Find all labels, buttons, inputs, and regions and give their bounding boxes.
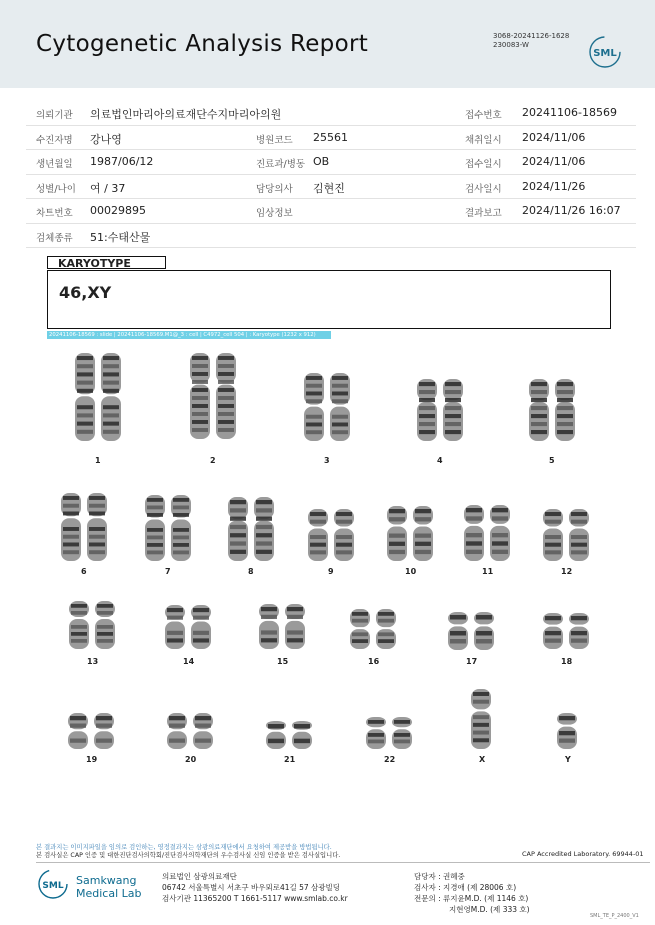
chromosome — [474, 612, 494, 650]
birth-value: 1987/06/12 — [90, 155, 154, 168]
report-code-line2: 230083-W — [493, 41, 529, 49]
chromosome-label-13: 13 — [87, 657, 99, 666]
chromosome-pair-5 — [524, 378, 580, 442]
chromosome — [191, 605, 211, 649]
chromosome-label-12: 12 — [561, 567, 573, 576]
chromosome — [330, 373, 350, 441]
chromosome — [216, 353, 236, 439]
chromosome-pair-6 — [56, 492, 112, 562]
chromosome-label-10: 10 — [405, 567, 417, 576]
clinical-label: 임상정보 — [256, 208, 293, 219]
chromosome — [464, 505, 484, 561]
chromosome — [392, 717, 412, 749]
collection-date-value: 2024/11/06 — [522, 130, 586, 144]
report-label: 결과보고 — [465, 208, 502, 219]
chromosome — [569, 509, 589, 561]
chromosome — [366, 717, 386, 749]
info-row — [26, 175, 636, 200]
info-row — [26, 101, 636, 126]
hospital-code-value: 25561 — [313, 130, 348, 144]
chromosome-label-8: 8 — [248, 567, 254, 576]
footer-divider — [36, 862, 650, 863]
institution-value: 의료법인마리아의료재단수지마리아의원 — [90, 108, 282, 121]
chromosome-pair-2 — [185, 352, 241, 440]
chromosome — [413, 506, 433, 561]
sex-age-label: 성별/나이 — [36, 183, 76, 195]
chromosome-label-14: 14 — [183, 657, 195, 666]
specimen-value: 51:수태산물 — [90, 230, 151, 244]
chromosome-pair-14 — [160, 604, 216, 650]
report-code-line1: 3068-20241126-1628 — [493, 32, 570, 40]
chromosome — [285, 604, 305, 649]
chromosome — [87, 493, 107, 561]
cap-accreditation: CAP Accredited Laboratory. 69944-01 — [522, 850, 644, 858]
chromosome-label-3: 3 — [324, 456, 330, 465]
chromosome — [95, 601, 115, 649]
chromosome — [101, 353, 121, 441]
staff-line: 전문의 : 류지윤M.D. (제 1146 호) — [414, 894, 529, 903]
chromosome — [167, 713, 187, 749]
chromosome — [94, 713, 114, 749]
chromosome-pair-22 — [361, 716, 417, 750]
karyotype-label: KARYOTYPE — [47, 256, 166, 269]
chromosome-pair-7 — [140, 494, 196, 562]
disclaimer-line2: 본 검사실은 CAP 인증 및 대한진단검사의학회/진단검사의학재단의 우수검사실 신임 인증을 받은 검사실입니다. — [36, 852, 341, 859]
chromosome — [471, 689, 491, 749]
chromosome-pair-20 — [162, 712, 218, 750]
report-title: Cytogenetic Analysis Report — [36, 31, 369, 57]
chromosome — [304, 373, 324, 441]
chromosome-label-6: 6 — [81, 567, 87, 576]
info-row — [26, 126, 636, 151]
chromosome-label-21: 21 — [284, 755, 296, 764]
chromosome-pair-3 — [299, 372, 355, 442]
chromosome-label-1: 1 — [95, 456, 101, 465]
dept-value: OB — [313, 155, 330, 168]
chromosome-pair-11 — [459, 504, 515, 562]
chromosome-pair-9 — [303, 508, 359, 562]
institution-label: 의뢰기관 — [36, 110, 73, 121]
chromosome-pair-y — [553, 712, 583, 750]
chromosome — [259, 604, 279, 649]
chromosome — [557, 713, 577, 749]
chromosome-label-7: 7 — [165, 567, 171, 576]
chromosome — [145, 495, 165, 561]
chromosome-label-9: 9 — [328, 567, 334, 576]
chromosome-label-16: 16 — [368, 657, 380, 666]
chromosome-label-x: X — [479, 755, 486, 764]
chromosome-label-5: 5 — [549, 456, 555, 465]
chromosome-label-19: 19 — [86, 755, 98, 764]
chromosome — [69, 601, 89, 649]
dept-label: 진료과/병동 — [256, 159, 306, 170]
chromosome-pair-x — [467, 688, 497, 750]
staff-line: 검사자 : 지경애 (제 28006 호) — [414, 883, 517, 892]
chromosome — [68, 713, 88, 749]
chromosome — [543, 509, 563, 561]
patient-label: 수진자명 — [36, 134, 73, 146]
receipt-no-value: 20241106-18569 — [522, 106, 617, 119]
chromosome — [292, 721, 312, 749]
chromosome — [266, 721, 286, 749]
org-name: 의료법인 삼광의료재단 — [162, 872, 237, 881]
chromosome-pair-16 — [345, 608, 401, 650]
chart-label: 차트번호 — [36, 208, 73, 219]
receipt-no-label: 접수번호 — [465, 110, 502, 121]
karyotype-box — [47, 270, 611, 329]
chromosome — [569, 613, 589, 649]
chromosome-pair-13 — [64, 600, 120, 650]
patient-value: 강나영 — [90, 132, 122, 146]
sex-age-value: 여 / 37 — [90, 181, 126, 195]
chromosome — [308, 509, 328, 561]
chromosome-pair-12 — [538, 508, 594, 562]
chromosome — [350, 609, 370, 649]
chromosome-label-15: 15 — [277, 657, 289, 666]
doctor-label: 담당의사 — [256, 183, 293, 195]
chromosome — [417, 379, 437, 441]
svg-text:SML: SML — [42, 881, 64, 891]
samkwang-logo-icon — [36, 868, 72, 900]
chromosome — [490, 505, 510, 561]
chromosome — [61, 493, 81, 561]
disclaimer-line1: 본 결과지는 이미지파일을 임의로 검인하는, 영정결과지는 삼광의료재단에서 요청하여 제공받을 방법됩니다. — [36, 844, 332, 851]
chromosome — [334, 509, 354, 561]
chromosome — [171, 495, 191, 561]
patient-info-table — [26, 101, 636, 248]
test-date-label: 검사일시 — [465, 183, 502, 195]
chromosome — [543, 613, 563, 649]
karyotype-meta-bar: 20241106-18569 : slide | 20241106-18569.M1@_3 : cell | C4972_cell 504 | : Karyotype (1232 x 912) — [47, 331, 331, 339]
lab-name-line1: Samkwang — [76, 874, 137, 887]
receipt-date-value: 2024/11/06 — [522, 155, 586, 168]
hospital-code-label: 병원코드 — [256, 134, 293, 146]
lab-name-line2: Medical Lab — [76, 887, 142, 900]
chromosome — [75, 353, 95, 441]
chromosome-pair-18 — [538, 612, 594, 650]
chromosome-pair-17 — [443, 611, 499, 651]
receipt-date-label: 접수일시 — [465, 159, 502, 170]
chromosome — [443, 379, 463, 441]
chromosome-label-2: 2 — [210, 456, 216, 465]
karyotype-value: 46,XY — [59, 283, 112, 302]
chromosome — [254, 497, 274, 561]
chart-value: 00029895 — [90, 204, 146, 217]
info-row — [26, 150, 636, 175]
sml-logo-icon — [589, 36, 621, 68]
org-contact: 검사기관 11365200 T 1661-5117 www.smlab.co.kr — [162, 894, 348, 903]
chromosome — [190, 353, 210, 439]
doctor-value: 김현진 — [313, 181, 345, 195]
chromosome-label-22: 22 — [384, 755, 396, 764]
chromosome-label-y: Y — [565, 755, 571, 764]
chromosome — [448, 612, 468, 650]
chromosome-pair-8 — [223, 496, 279, 562]
chromosome — [529, 379, 549, 441]
chromosome-label-18: 18 — [561, 657, 573, 666]
chromosome — [376, 609, 396, 649]
chromosome-pair-1 — [70, 352, 126, 442]
chromosome-label-4: 4 — [437, 456, 443, 465]
birth-label: 생년월일 — [36, 159, 73, 170]
chromosome — [165, 605, 185, 649]
chromosome-pair-4 — [412, 378, 468, 442]
chromosome-label-11: 11 — [482, 567, 494, 576]
collection-date-label: 채취일시 — [465, 134, 502, 146]
chromosome-label-17: 17 — [466, 657, 478, 666]
specimen-label: 검체종류 — [36, 232, 73, 244]
chromosome-pair-21 — [261, 720, 317, 750]
chromosome — [228, 497, 248, 561]
test-date-value: 2024/11/26 — [522, 179, 586, 193]
sml-logo-text: SML — [593, 48, 617, 59]
chromosome-pair-10 — [382, 505, 438, 562]
chromosome — [555, 379, 575, 441]
chromosome-label-20: 20 — [185, 755, 197, 764]
staff-line: 지현영M.D. (제 333 호) — [449, 905, 530, 914]
report-header — [0, 0, 655, 88]
info-row — [26, 224, 636, 249]
chromosome-pair-15 — [254, 603, 310, 650]
chromosome — [193, 713, 213, 749]
info-row — [26, 199, 636, 224]
chromosome — [387, 506, 407, 561]
form-code: SML_TE_P_2400_V1 — [590, 913, 639, 919]
report-value: 2024/11/26 16:07 — [522, 204, 621, 217]
org-address: 06742 서울특별시 서초구 바우뫼로41길 57 삼광빌딩 — [162, 883, 341, 892]
staff-line: 담당자 : 권혜중 — [414, 872, 465, 881]
chromosome-pair-19 — [63, 712, 119, 750]
